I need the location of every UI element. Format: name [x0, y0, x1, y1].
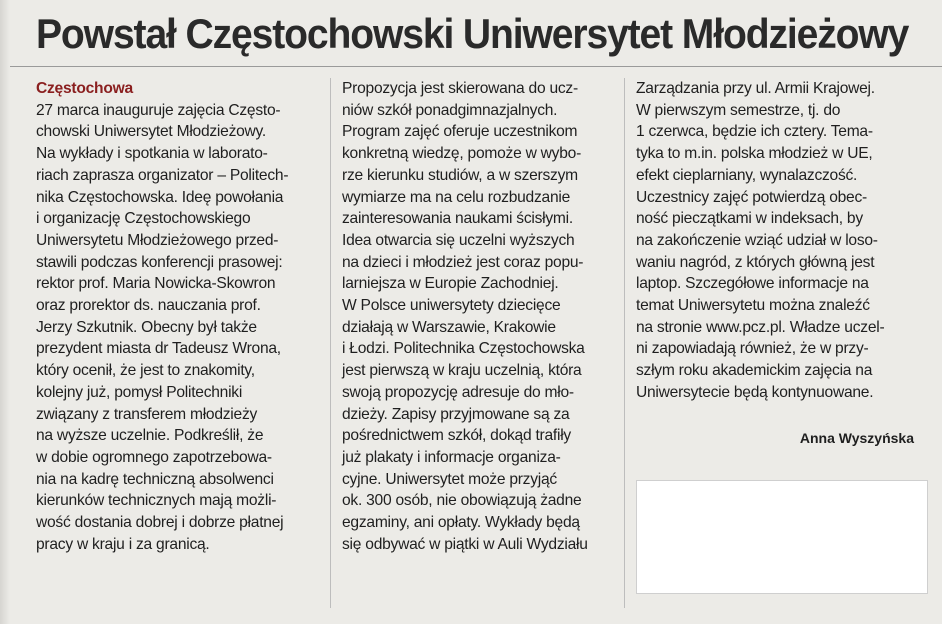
article-text-line: ni zapowiadają również, że w przy- [636, 340, 869, 358]
article-text-line: ok. 300 osób, nie obowiązują żadne [342, 492, 582, 510]
article-text-line: na dzieci i młodzież jest coraz popu- [342, 253, 584, 271]
article-text-line: Propozycja jest skierowana do ucz- [342, 80, 578, 97]
article-text-line: temat Uniwersytetu można znaleźć [636, 297, 870, 315]
article-text-line: w dobie ogromnego zapotrzebowa- [36, 448, 272, 466]
article-author: Anna Wyszyńska [799, 430, 914, 446]
article-text-line: kolejny już, pomysł Politechniki [36, 383, 243, 401]
article-text-line: pracy w kraju i za granicą. [36, 535, 210, 553]
article-text-line: pośrednictwem szkół, dokąd trafiły [342, 427, 571, 445]
article-text-line: cyjne. Uniwersytet może przyjąć [342, 470, 557, 488]
article-column-2 [342, 78, 622, 555]
column-separator [330, 78, 331, 608]
article-text-line: chowski Uniwersytet Młodzieżowy. [36, 123, 267, 141]
article-text-line: ność pieczątkami w indeksach, by [636, 210, 863, 228]
article-text-line: już plakaty i informacje organiza- [342, 448, 561, 466]
article-text-line: prezydent miasta dr Tadeusz Wrona, [36, 340, 281, 358]
article-text-line: niów szkół ponadgimnazjalnych. [342, 101, 558, 119]
article-text-line: efekt cieplarniany, wynalazczość. [636, 166, 858, 184]
article-text-line: Na wykłady i spotkania w laborato- [36, 145, 268, 163]
article-text-line: na wyższe uczelnie. Podkreślił, że [36, 427, 264, 445]
article-text-line: Zarządzania przy ul. Armii Krajowej. [636, 80, 875, 97]
article-text-line: waniu nagród, z których główną jest [636, 253, 875, 271]
article-text-line: Jerzy Szkutnik. Obecny był także [36, 318, 257, 336]
article-text-line: Program zajęć oferuje uczestnikom [342, 123, 578, 141]
article-column-1 [36, 78, 326, 555]
headline-rule [10, 66, 942, 67]
article-text-line: W Polsce uniwersytety dziecięce [342, 297, 561, 315]
article-text-line: rektor prof. Maria Nowicka-Skowron [36, 275, 276, 293]
article-text-line: i organizację Częstochowskiego [36, 210, 251, 228]
article-text-line: Uniwersytecie będą kontynuowane. [636, 383, 874, 401]
article-text-line: 27 marca inauguruje zajęcia Często- [36, 101, 281, 119]
article-text-line: nika Częstochowska. Ideę powołania [36, 188, 284, 206]
article-column-3 [636, 78, 922, 404]
blank-advert-box [636, 480, 928, 594]
article-text-line: Uniwersytetu Młodzieżowego przed- [36, 231, 279, 249]
article-text-line: 1 czerwca, będzie ich cztery. Tema- [636, 123, 873, 141]
article-text-line: działają w Warszawie, Krakowie [342, 318, 556, 336]
page-edge-shadow [0, 0, 10, 624]
article-text-line: laptop. Szczegółowe informacje na [636, 275, 869, 293]
article-text-line: Idea otwarcia się uczelni wyższych [342, 231, 575, 249]
article-text-line: konkretną wiedzę, pomoże w wybo- [342, 145, 582, 163]
article-text-line: wymiarze ma na celu rozbudzanie [342, 188, 570, 206]
article-text-line: kierunków technicznych mają możli- [36, 492, 277, 510]
article-text-line: na stronie www.pcz.pl. Władze uczel- [636, 318, 885, 336]
article-text-line: który ocenił, że jest to znakomity, [36, 362, 255, 380]
article-text-line: riach zaprasza organizator – Politech- [36, 166, 289, 184]
article-text-line: dzieży. Zapisy przyjmowane są za [342, 405, 570, 423]
article-text-line: tyka to m.in. polska młodzież w UE, [636, 145, 873, 163]
article-dateline: Częstochowa [36, 80, 133, 97]
article-text-line: swoją propozycję adresuje do mło- [342, 383, 574, 401]
column-separator [624, 78, 625, 608]
article-text-line: W pierwszym semestrze, tj. do [636, 101, 841, 119]
article-text-line: nia na kadrę techniczną absolwenci [36, 470, 274, 488]
article-text-line: stawili podczas konferencji prasowej: [36, 253, 283, 271]
article-text-line: Uczestnicy zajęć potwierdzą obec- [636, 188, 867, 206]
article-text-line: larniejsza w Europie Zachodniej. [342, 275, 559, 293]
article-text-line: zainteresowania naukami ścisłymi. [342, 210, 573, 228]
article-text-line: związany z transferem młodzieży [36, 405, 258, 423]
article-text-line: szłym roku akademickim zajęcia na [636, 362, 873, 380]
article-headline: Powstał Częstochowski Uniwersytet Młodzieżowy [36, 10, 909, 57]
article-text-line: oraz prorektor ds. nauczania prof. [36, 297, 261, 315]
article-text-line: rze kierunku studiów, a w szerszym [342, 166, 578, 184]
article-text-line: i Łodzi. Politechnika Częstochowska [342, 340, 585, 358]
article-text-line: na zakończenie wziąć udział w loso- [636, 231, 878, 249]
article-text-line: się odbywać w piątki w Auli Wydziału [342, 535, 588, 553]
article-text-line: wość dostania dobrej i dobrze płatnej [36, 514, 284, 532]
article-text-line: egzaminy, ani opłaty. Wykłady będą [342, 514, 580, 532]
article-text-line: jest pierwszą w kraju uczelnią, która [342, 362, 582, 380]
